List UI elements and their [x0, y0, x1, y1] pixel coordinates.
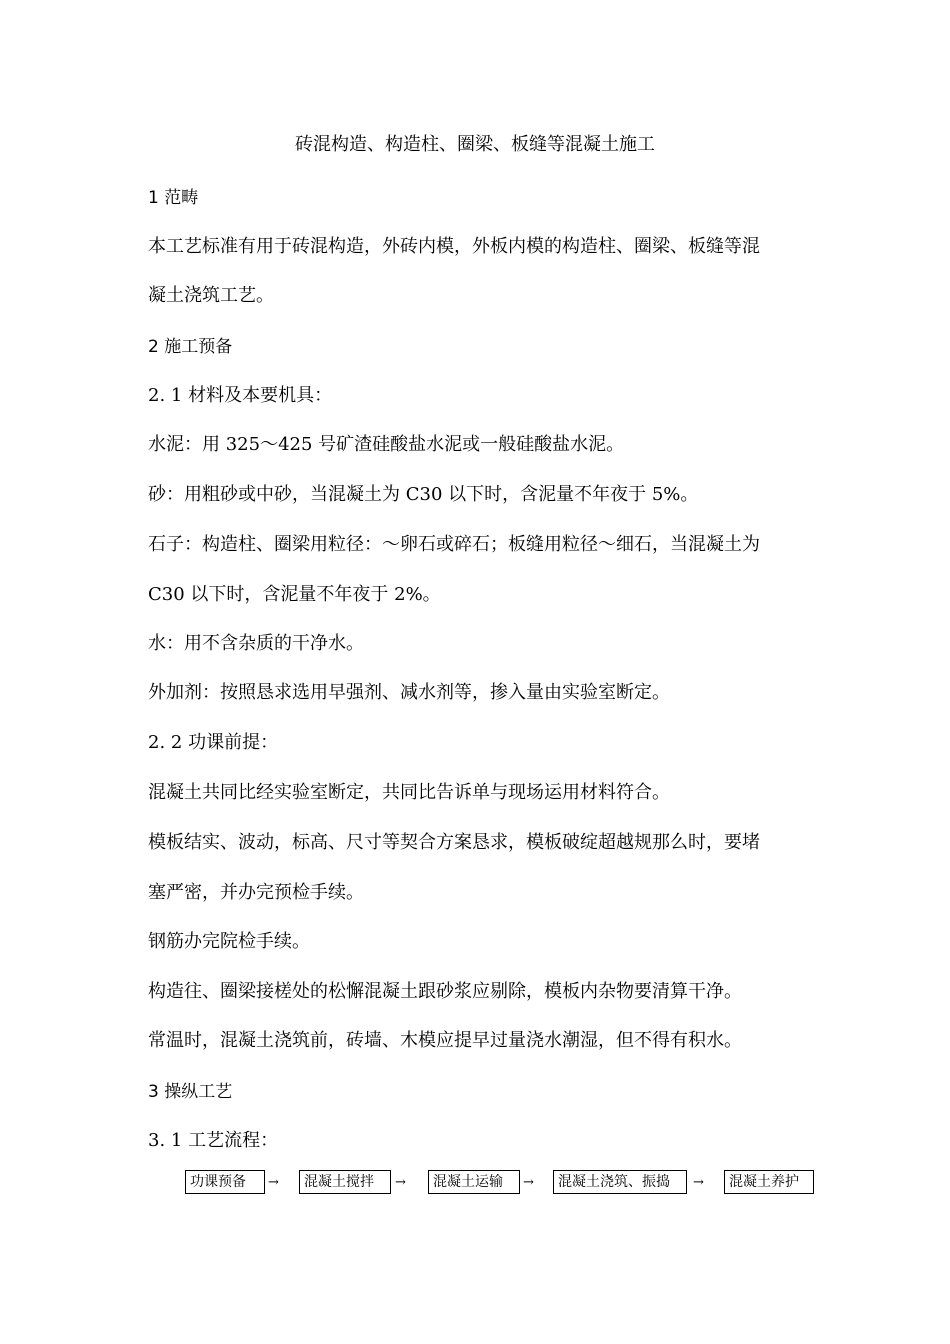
- flow-step-curing: 混凝土养护: [724, 1170, 814, 1194]
- flow-step-mixing: 混凝土搅拌: [299, 1170, 391, 1194]
- paragraph-line: 本工艺标准有用于砖混构造，外砖内模，外板内模的构造柱、圈梁、板缝等混: [148, 236, 760, 257]
- paragraph-line: 砂：用粗砂或中砂，当混凝土为 C30 以下时，含泥量不年夜于 5%。: [148, 484, 699, 505]
- flow-step-pouring: 混凝土浇筑、振捣: [553, 1170, 687, 1194]
- subsection-heading-conditions: 2. 2 功课前提：: [148, 732, 279, 753]
- flow-step-preparation: 功课预备: [185, 1170, 265, 1194]
- paragraph-line: 石子：构造柱、圈梁用粒径：～卵石或碎石；板缝用粒径～细石，当混凝土为: [148, 534, 760, 555]
- flow-step-transport: 混凝土运输: [428, 1170, 520, 1194]
- section-heading-preparation: 2 施工预备: [148, 337, 233, 357]
- section-heading-scope: 1 范畴: [148, 188, 199, 208]
- paragraph-line: 外加剂：按照恳求选用早强剂、减水剂等，掺入量由实验室断定。: [148, 682, 670, 703]
- paragraph-line: 塞严密，并办完预检手续。: [148, 882, 364, 903]
- arrow-right-icon: →: [693, 1175, 704, 1190]
- arrow-right-icon: →: [523, 1175, 534, 1190]
- paragraph-line: 水：用不含杂质的干净水。: [148, 633, 364, 654]
- arrow-right-icon: →: [395, 1175, 406, 1190]
- section-heading-operation: 3 操纵工艺: [148, 1082, 233, 1102]
- arrow-right-icon: →: [268, 1175, 279, 1190]
- paragraph-line: 模板结实、波动，标高、尺寸等契合方案恳求，模板破绽超越规那么时，要堵: [148, 832, 760, 853]
- paragraph-line: 水泥：用 325～425 号矿渣硅酸盐水泥或一般硅酸盐水泥。: [148, 434, 625, 455]
- paragraph-line: 凝土浇筑工艺。: [148, 285, 274, 306]
- paragraph-line: 构造往、圈梁接槎处的松懈混凝土跟砂浆应剔除，模板内杂物要清算干净。: [148, 981, 742, 1002]
- paragraph-line: 常温时，混凝土浇筑前，砖墙、木模应提早过量浇水潮湿，但不得有积水。: [148, 1030, 742, 1051]
- document-title: 砖混构造、构造柱、圈梁、板缝等混凝土施工: [295, 134, 655, 155]
- process-flow-diagram: [0, 1170, 950, 1200]
- subsection-heading-process-flow: 3. 1 工艺流程：: [148, 1130, 279, 1151]
- paragraph-line: 混凝土共同比经实验室断定，共同比告诉单与现场运用材料符合。: [148, 782, 670, 803]
- paragraph-line: 钢筋办完院检手续。: [148, 931, 310, 952]
- paragraph-line: C30 以下时，含泥量不年夜于 2%。: [148, 584, 441, 605]
- subsection-heading-materials: 2. 1 材料及本要机具：: [148, 385, 333, 406]
